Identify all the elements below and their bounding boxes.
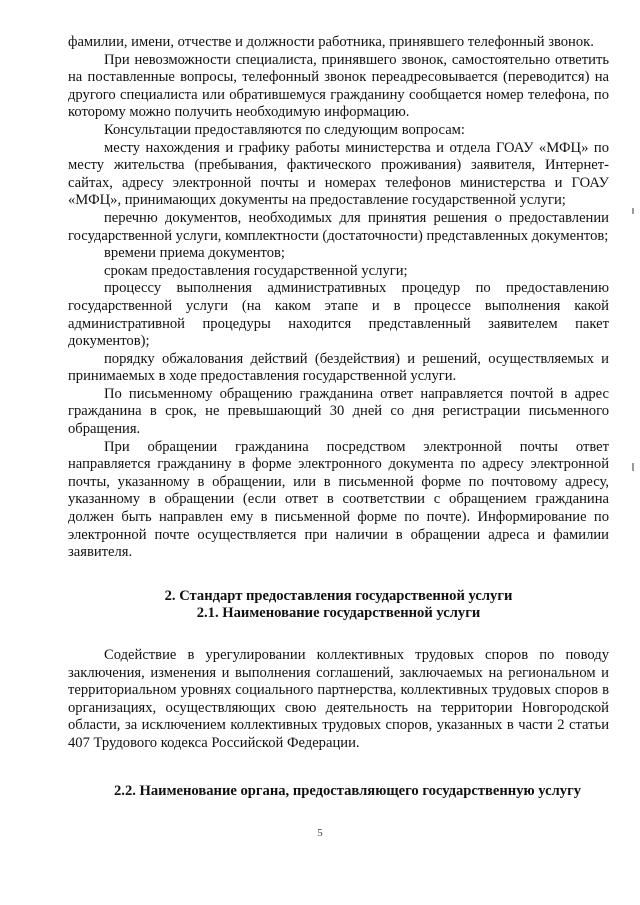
paragraph-6: времени приема документов;: [104, 245, 285, 262]
paragraph-5: перечню документов, необходимых для принятия решения о предоставлении государственной услуги, комплектности (достаточности) представленных документов;: [68, 209, 609, 244]
paragraph-8: процессу выполнения административных процедур по предоставлению государственной услуги (на каком этапе и в процессе выполнения какой административной процедуры находится представленный заявителем пакет документов);: [68, 280, 609, 350]
paragraph-9: порядку обжалования действий (бездействия) и решений, осуществляемых и принимаемых в ходе предоставления государственной услуги.: [68, 350, 609, 385]
section-2-1-paragraph: Содействие в урегулировании коллективных трудовых споров по поводу заключения, изменения и выполнения соглашений, заключаемых на региональном и территориальном уровнях социального партнерства, коллективных трудовых споров в организациях, осуществляющих свою деятельность на территории Новгородской области, за исключением коллективных трудовых споров, указанных в части 2 статьи 407 Трудового кодекса Российской Федерации.: [68, 647, 609, 751]
paragraph-11: При обращении гражданина посредством электронной почты ответ направляется гражданину в форме электронного документа по адресу электронной почты, указанному в обращении, или в письменной форме по почтовому адресу, указанному в обращении (если ответ в соответствии с обращением гражданина должен быть направлен ему в письменной форме по почте). Информирование по электронной почте осуществляется при наличии в обращении адреса и фамилии заявителя.: [68, 438, 609, 561]
page-number: 5: [317, 827, 323, 839]
section-2-heading: 2. Стандарт предоставления государственной услуги: [164, 587, 513, 604]
paragraph-4: месту нахождения и графику работы министерства и отдела ГОАУ «МФЦ» по месту жительства (пребывания, фактического проживания) заявителя, Интернет-сайтах, адресу электронной почты и номерах телефонов министерства и ГОАУ «МФЦ», принимающих документы на предоставление государственной услуги;: [68, 139, 609, 209]
paragraph-1: фамилии, имени, отчестве и должности работника, принявшего телефонный звонок.: [68, 34, 594, 50]
margin-mark: [632, 208, 634, 214]
section-2-2-heading: 2.2. Наименование органа, предоставляющего государственную услугу: [114, 782, 582, 799]
section-2-1-heading: 2.1. Наименование государственной услуги: [196, 605, 481, 622]
paragraph-2: При невозможности специалиста, принявшего звонок, самостоятельно ответить на поставленные вопросы, телефонный звонок переадресовывается (переводится) на другого специалиста или обратившемуся гражданину сообщается номер телефона, по которому можно получить необходимую информацию.: [68, 51, 609, 121]
paragraph-7: срокам предоставления государственной услуги;: [104, 262, 408, 279]
paragraph-3: Консультации предоставляются по следующим вопросам:: [104, 121, 465, 138]
paragraph-10: По письменному обращению гражданина ответ направляется почтой в адрес гражданина в срок, не превышающий 30 дней со дня регистрации письменного обращения.: [68, 385, 609, 438]
margin-mark: [632, 463, 634, 471]
